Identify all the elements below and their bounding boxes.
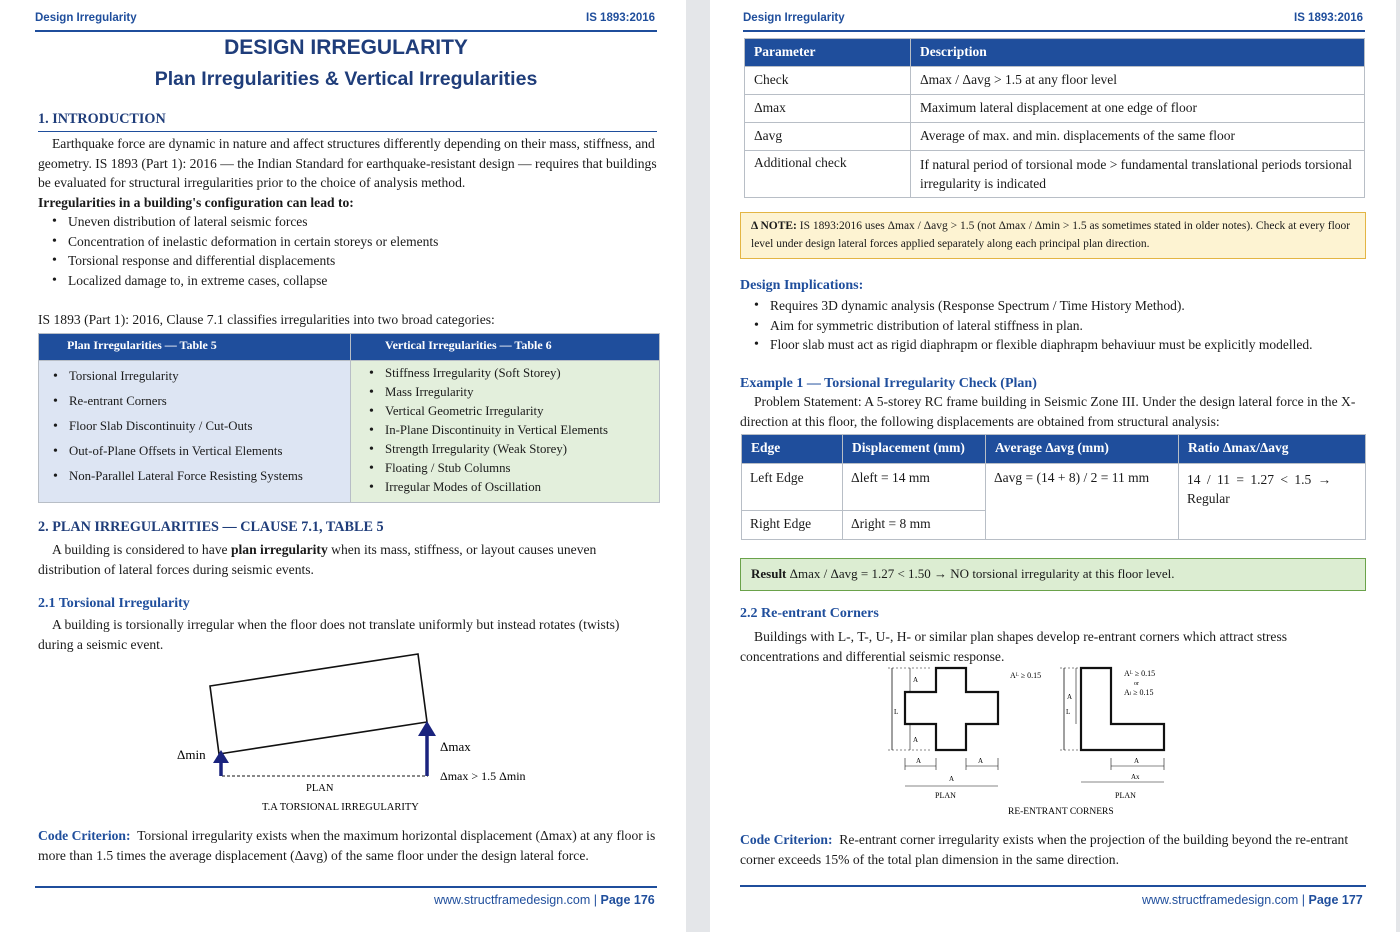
list-item: • Aim for symmetric distribution of lateral stiffness in plan.: [740, 316, 1366, 336]
consequences-list: [38, 212, 658, 291]
list-item: • Vertical Geometric Irregularity: [355, 402, 659, 421]
table-header: Ratio Δmax/Δavg: [1179, 435, 1366, 464]
footer: www.structframedesign.com | Page 176: [434, 893, 655, 907]
plan-label: PLAN: [1115, 791, 1136, 800]
reentrant-heading: 2.2 Re-entrant Corners: [740, 606, 879, 621]
note-box: [740, 212, 1366, 259]
table-cell: Left Edge: [742, 464, 843, 511]
delta-max-label: Δmax: [440, 739, 471, 754]
figure-caption: T.A TORSIONAL IRREGULARITY: [262, 802, 419, 813]
plan-items-cell: [39, 361, 351, 503]
consequences-lead: Irregularities in a building's configuration can lead to:: [38, 195, 354, 210]
table-cell: Check: [745, 67, 911, 95]
list-item: • Floating / Stub Columns: [355, 459, 659, 478]
dim-label: Ax: [1131, 773, 1140, 781]
result-box: [740, 558, 1366, 591]
rule-label: Δmax > 1.5 Δmin: [440, 769, 526, 783]
vertical-items-cell: [351, 361, 660, 503]
example-text: Problem Statement: A 5-storey RC frame building in Seismic Zone III. Under the design lateral force in the X-direction at this floor, the following displacements are obtained from structural analysis:: [740, 394, 1356, 429]
list-item: • Requires 3D dynamic analysis (Response Spectrum / Time History Method).: [740, 296, 1366, 316]
description-header: Description: [911, 39, 1365, 67]
intro-heading: 1. INTRODUCTION: [38, 111, 166, 127]
dim-label: L: [1066, 708, 1071, 716]
l-rule-or: or: [1134, 681, 1139, 687]
dim-label: A: [916, 757, 922, 765]
table-cell: Δright = 8 mm: [843, 511, 986, 540]
running-title: Design Irregularity: [35, 12, 137, 24]
running-title: Design Irregularity: [743, 12, 845, 24]
torsion-figure: [160, 648, 540, 818]
list-item: • In-Plane Discontinuity in Vertical Elements: [355, 421, 659, 440]
list-item: • Stiffness Irregularity (Soft Storey): [355, 364, 659, 383]
intro-rule: [38, 131, 657, 132]
dim-label: A: [1067, 693, 1073, 701]
dim-label: A: [1134, 757, 1140, 765]
page-subtitle: Plan Irregularities & Vertical Irregularities: [154, 68, 538, 90]
dim-label: A: [978, 757, 984, 765]
plan-heading: 2. PLAN IRREGULARITIES — CLAUSE 7.1, TABLE 5: [38, 519, 384, 535]
table-cell: Δavg = (14 + 8) / 2 = 11 mm: [986, 464, 1179, 540]
torsion-heading: 2.1 Torsional Irregularity: [38, 596, 190, 611]
cross-plan-shape: [905, 668, 998, 750]
plan-label: PLAN: [306, 783, 334, 794]
l-plan-shape: [1081, 668, 1164, 750]
footer-site[interactable]: www.structframedesign.com: [434, 893, 591, 907]
footer: www.structframedesign.com | Page 177: [1142, 893, 1363, 907]
list-item: • Uneven distribution of lateral seismic forces: [38, 212, 658, 232]
left-page: [0, 0, 686, 932]
delta-min-label: Δmin: [177, 747, 206, 762]
example-table: [741, 434, 1366, 540]
table-cell: Δmax: [745, 95, 911, 123]
page-title: DESIGN IRREGULARITY: [224, 36, 468, 59]
list-item: • Non-Parallel Lateral Force Resisting Systems: [39, 464, 350, 489]
table-header: Displacement (mm): [843, 435, 986, 464]
result-text: Δmax / Δavg = 1.27 < 1.50 → NO torsional irregularity at this floor level.: [789, 566, 1175, 581]
min-arrow-head: [213, 750, 229, 763]
categories-table: [38, 333, 660, 503]
list-item: • Torsional response and differential displacements: [38, 251, 658, 271]
table-header: Average Δavg (mm): [986, 435, 1179, 464]
param-header: Parameter: [745, 39, 911, 67]
footer-rule: [740, 885, 1366, 887]
figure-caption: RE-ENTRANT CORNERS: [1008, 807, 1114, 817]
note-label: Δ NOTE:: [751, 220, 797, 232]
implications-heading: Design Implications:: [740, 278, 864, 293]
running-code: IS 1893:2016: [586, 12, 656, 24]
reentrant-figure: [880, 662, 1210, 820]
list-item: • Re-entrant Corners: [39, 389, 350, 414]
plan-label: PLAN: [935, 791, 956, 800]
header-rule: [35, 30, 657, 32]
footer-page: Page 177: [1308, 893, 1363, 907]
header-rule: [743, 30, 1365, 32]
table-cell: Maximum lateral displacement at one edge of floor: [911, 95, 1365, 123]
table-header: Edge: [742, 435, 843, 464]
list-item: • Mass Irregularity: [355, 383, 659, 402]
table-cell: Δmax / Δavg > 1.5 at any floor level: [911, 67, 1365, 95]
table-cell: Δleft = 14 mm: [843, 464, 986, 511]
note-text: IS 1893:2016 uses Δmax / Δavg > 1.5 (not Δmax / Δmin > 1.5 as sometimes stated in older notes). Check at every floor level under design lateral forces applied separately along each principal plan direction.: [751, 220, 1351, 250]
classify-text: IS 1893 (Part 1): 2016, Clause 7.1 classifies irregularities into two broad categories:: [38, 312, 495, 327]
footer-page: Page 176: [600, 893, 655, 907]
list-item: • Out-of-Plane Offsets in Vertical Elements: [39, 439, 350, 464]
intro-text: Earthquake force are dynamic in nature and affect structures differently depending on their mass, stiffness, and geometry. IS 1893 (Part 1): 2016 — the Indian Standard for earthquake-resistant design — requires that buildings be evaluated for structural irregularities prior to the choice of analysis method.: [38, 136, 657, 190]
dim-label: A: [913, 676, 919, 684]
list-item: • Concentration of inelastic deformation in certain storeys or elements: [38, 232, 658, 252]
example-heading: Example 1 — Torsional Irregularity Check (Plan): [740, 376, 1037, 391]
list-item: • Floor slab must act as rigid diaphrapm or flexible diaphrapm behaviuur must be explicitly modelled.: [740, 335, 1366, 355]
dim-label: A: [949, 775, 955, 783]
list-item: • Irregular Modes of Oscillation: [355, 478, 659, 497]
dim-label: A: [913, 736, 919, 744]
plan-items-list: [39, 364, 350, 489]
footer-rule: [35, 886, 657, 888]
implications-list: [740, 296, 1366, 355]
code-criterion: Code Criterion: Torsional irregularity exists when the maximum horizontal displacement (Δmax) at any floor is more than 1.5 times the average displacement (Δavg) of the same floor under the design lateral force.: [38, 828, 656, 863]
rotated-floor-plan: [210, 654, 427, 754]
list-item: • Floor Slab Discontinuity / Cut-Outs: [39, 414, 350, 439]
footer-site[interactable]: www.structframedesign.com: [1142, 893, 1299, 907]
plan-column-header: Plan Irregularities — Table 5: [39, 334, 351, 361]
l-rule-label-2: Aₗ ≥ 0.15: [1124, 688, 1154, 697]
list-item: • Torsional Irregularity: [39, 364, 350, 389]
list-item: • Localized damage to, in extreme cases, collapse: [38, 271, 658, 291]
table-cell: Average of max. and min. displacements of the same floor: [911, 123, 1365, 151]
running-code: IS 1893:2016: [1294, 12, 1364, 24]
vertical-column-header: Vertical Irregularities — Table 6: [351, 334, 660, 361]
torsion-text: A building is torsionally irregular when the floor does not translate uniformly but instead rotates (twists) during a seismic event.: [38, 617, 620, 652]
table-cell: Right Edge: [742, 511, 843, 540]
table-cell: If natural period of torsional mode > fundamental translational periods torsional irregularity is indicated: [911, 151, 1365, 198]
plan-text: A building is considered to have plan irregularity when its mass, stiffness, or layout causes uneven distribution of lateral forces during seismic events.: [38, 542, 597, 577]
cross-rule-label: Aᴸ ≥ 0.15: [1010, 671, 1042, 680]
table-cell: Δavg: [745, 123, 911, 151]
reentrant-text: Buildings with L-, T-, U-, H- or similar plan shapes develop re-entrant corners which attract stress concentrations and differential seismic response.: [740, 629, 1288, 664]
l-rule-label-1: Aᴸ ≥ 0.15: [1124, 669, 1156, 678]
table-cell: Additional check: [745, 151, 911, 198]
code-criterion: Code Criterion: Re-entrant corner irregularity exists when the projection of the building beyond the re-entrant corner exceeds 15% of the total plan dimension in the same direction.: [740, 832, 1349, 867]
vertical-items-list: [355, 364, 659, 497]
dim-label: L: [894, 708, 899, 716]
table-cell: 14 / 11 = 1.27 < 1.5 → Regular: [1179, 464, 1366, 540]
result-label: Result: [751, 566, 787, 581]
parameter-table: [744, 38, 1365, 198]
list-item: • Strength Irregularity (Weak Storey): [355, 440, 659, 459]
right-page: [710, 0, 1396, 932]
